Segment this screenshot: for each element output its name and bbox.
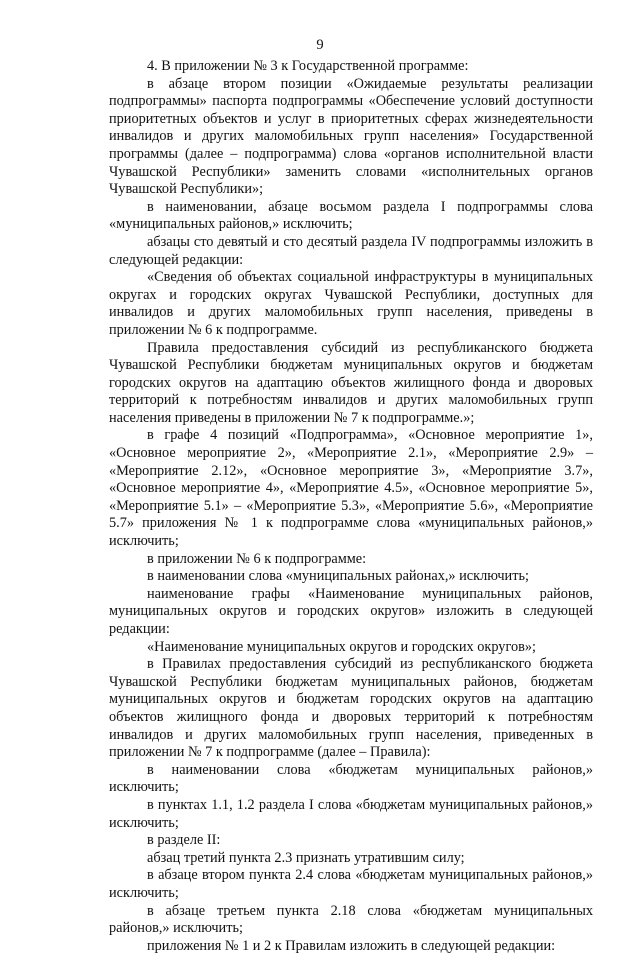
page-number: 9 [316,37,324,53]
paragraph: 4. В приложении № 3 к Государственной программе: [147,58,469,74]
paragraph: наименование графы «Наименование муниципальных районов, муниципальных округов и городских округов» изложить в следующей редакции: [109,585,593,637]
document-body [109,58,593,955]
paragraph: абзацы сто девятый и сто десятый раздела IV подпрограммы изложить в следующей редакции: [109,233,593,268]
paragraph: в приложении № 6 к подпрограмме: [147,550,367,567]
paragraph: в разделе II: [147,832,221,849]
paragraph: абзац третий пункта 2.3 признать утратившим силу; [147,849,465,866]
paragraph: «Сведения об объектах социальной инфраструктуры в муниципальных округах и городских округах Чувашской Республики, доступных для инвалидов и других маломобильных групп населения, приведены в приложении № 6 к подпрограмме. [109,269,593,338]
paragraph: в наименовании слова «бюджетам муниципальных районов,» исключить; [109,761,593,796]
paragraph: «Наименование муниципальных округов и городских округов»; [147,638,536,655]
paragraph: в графе 4 позиций «Подпрограмма», «Основное мероприятие 1», «Основное мероприятие 2», «Мероприятие 2.1», «Мероприятие 2.9» – «Мероприятие 2.12», «Основное мероприятие 3», «Мероприятие 3.7», «Основное мероприятие 4», «Мероприятие 4.5», «Основное мероприятие 5», «Мероприятие 5.1» – «Мероприятие 5.3», «Мероприятие 5.6», «Мероприятие 5.7» приложения № 1 к подпрограмме слова «муниципальных районов,» исключить; [109,427,593,550]
paragraph: в пунктах 1.1, 1.2 раздела I слова «бюджетам муниципальных районов,» исключить; [109,796,593,831]
paragraph: в абзаце втором пункта 2.4 слова «бюджетам муниципальных районов,» исключить; [109,867,593,901]
paragraph: в Правилах предоставления субсидий из республиканского бюджета Чувашской Республики бюджетам муниципальных районов, бюджетам муниципальных округов и бюджетам городских округов на адаптацию объектов жилищного фонда и дворовых территорий к потребностям инвалидов и других маломобильных групп населения, приведенных в приложении № 7 к подпрограмме (далее – Правила): [109,656,593,761]
paragraph: Правила предоставления субсидий из республиканского бюджета Чувашской Республики бюджетам муниципальных округов и бюджетам городских округов на адаптацию объектов жилищного фонда и дворовых территорий к потребностям инвалидов и других маломобильных групп населения приведены в приложении № 7 к подпрограмме.»; [109,339,593,426]
paragraph: в абзаце третьем пункта 2.18 слова «бюджетам муниципальных районов,» исключить; [109,902,593,937]
paragraph: в наименовании, абзаце восьмом раздела I подпрограммы слова «муниципальных районов,» исключить; [109,198,593,233]
paragraph: в наименовании слова «муниципальных районах,» исключить; [147,568,529,585]
paragraph: в абзаце втором позиции «Ожидаемые результаты реализации подпрограммы» паспорта подпрограммы «Обеспечение условий доступности приоритетных объектов и услуг в приоритетных сферах жизнедеятельности инвалидов и других маломобильных групп населения» Государственной программы (далее – подпрограмма) слова «органов исполнительной власти Чувашской Республики» заменить словами «исполнительных органов Чувашской Республики»; [109,75,593,198]
paragraph: приложения № 1 и 2 к Правилам изложить в следующей редакции: [147,937,556,954]
